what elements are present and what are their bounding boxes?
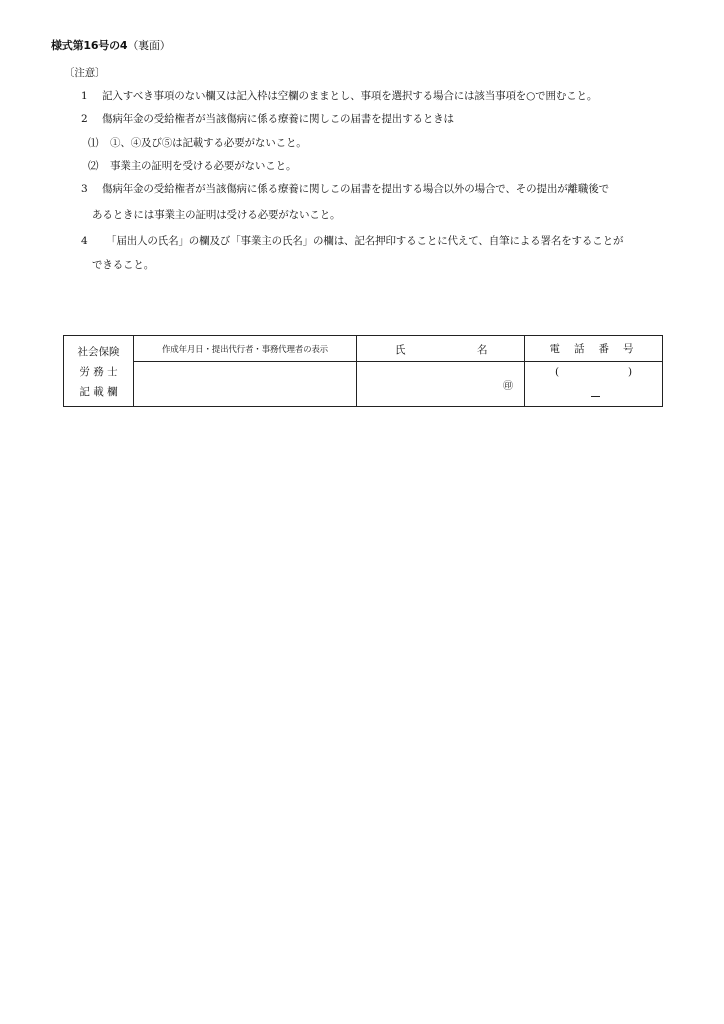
note-item-2-sub-1	[88, 138, 307, 149]
side-label-line: 労 務 士	[79, 366, 118, 378]
note-number: 4	[81, 235, 88, 247]
notes-heading: 〔注意〕	[64, 67, 106, 79]
note-number: 3	[81, 183, 88, 195]
note-number: 2	[81, 113, 88, 125]
note-sub-number: ⑵	[88, 160, 99, 172]
labor-consultant-table	[63, 335, 663, 407]
form-number: 様式第16号の4	[51, 39, 128, 52]
note-sub-number: ⑴	[88, 137, 99, 149]
date-agent-field[interactable]	[134, 362, 357, 407]
name-header-char: 名	[477, 344, 488, 356]
phone-header: 電話番号	[525, 336, 663, 362]
note-item-2-sub-2	[88, 161, 296, 172]
phone-field[interactable]	[525, 362, 663, 407]
name-header	[357, 336, 525, 362]
phone-area-paren-close: )	[628, 366, 633, 378]
note-text: 記入すべき事項のない欄又は記入枠は空欄のままとし、事項を選択する場合には該当事項を○で囲むこと。	[102, 90, 598, 102]
phone-separator	[591, 382, 600, 397]
note-item-3	[81, 184, 609, 195]
note-text: 事業主の証明を受ける必要がないこと。	[110, 160, 297, 172]
form-side-label: （裏面）	[127, 39, 171, 52]
note-text: 「届出人の氏名」の欄及び「事業主の氏名」の欄は、記名押印することに代えて、自筆による署名をすることが	[106, 235, 624, 247]
note-number: 1	[81, 90, 88, 102]
name-header-char: 氏	[395, 344, 406, 356]
phone-area-paren-open: (	[555, 366, 560, 378]
note-text: 傷病年金の受給権者が当該傷病に係る療養に関しこの届書を提出するときは	[102, 113, 454, 125]
note-item-2	[81, 114, 454, 125]
note-text: ①、④及び⑤は記載する必要がないこと。	[110, 137, 307, 149]
form-title	[51, 37, 171, 53]
labor-consultant-label	[64, 336, 134, 407]
note-item-1	[81, 91, 597, 102]
side-label-line: 社会保険	[77, 346, 120, 358]
note-item-4-continued: できること。	[92, 259, 155, 271]
date-agent-header: 作成年月日・提出代行者・事務代理者の表示	[134, 336, 357, 362]
side-label-line: 記 載 欄	[79, 386, 118, 398]
note-item-3-continued: あるときには事業主の証明は受ける必要がないこと。	[92, 209, 341, 221]
note-text: 傷病年金の受給権者が当該傷病に係る療養に関しこの届書を提出する場合以外の場合で、その提出が離職後で	[102, 183, 609, 195]
note-item-4	[81, 236, 623, 247]
name-field[interactable]	[357, 362, 525, 407]
seal-mark: ㊞	[503, 381, 513, 392]
